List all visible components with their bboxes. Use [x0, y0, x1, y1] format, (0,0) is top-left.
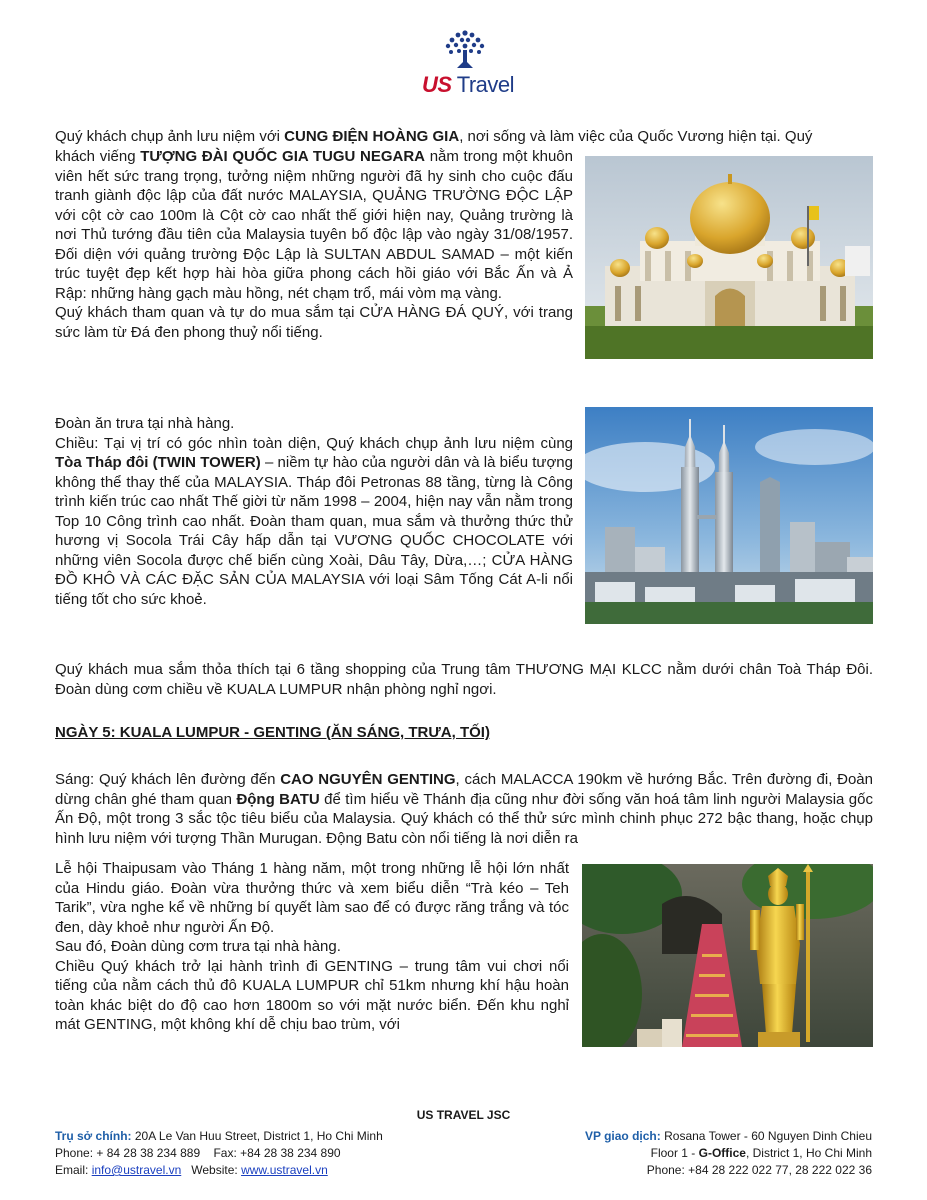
day5-p1-mid: , cách MALACCA 190km về hướng Bắc. Trên đường đi, Đoàn dừng chân ghé tham quan — [55, 771, 873, 808]
email-label: Email: — [55, 1163, 92, 1177]
genting-return-text: Chiều Quý khách trở lại hành trình đi GENTING – trung tâm vui chơi nổi tiếng của nằm cách thủ đô KUALA LUMPUR chỉ 51km nhưng khí hậu hoàn toàn khác biệt do độ cao hơn 1800m so với mặt nước biển. Đến khu nghỉ mát GENTING, một không khí dễ chịu bao trùm, với — [55, 957, 569, 1033]
footer-phone-fax: Phone: + 84 28 38 234 889 Fax: +84 28 38 234 890 — [55, 1146, 341, 1160]
thaipusam-paragraph — [55, 859, 569, 1035]
klcc-paragraph — [55, 660, 873, 699]
website-link[interactable]: www.ustravel.vn — [241, 1163, 328, 1177]
floor-pre: Floor 1 - — [650, 1146, 699, 1160]
footer-contact — [55, 1162, 328, 1178]
logo-wordmark — [413, 72, 523, 98]
lunch-text: Sau đó, Đoàn dùng cơm trưa tại nhà hàng. — [55, 938, 341, 955]
tree-icon — [440, 28, 490, 70]
klcc-text: Quý khách mua sắm thỏa thích tại 6 tầng shopping của Trung tâm THƯƠNG MẠI KLCC nằm dưới chân Toà Tháp Đôi. Đoàn dùng cơm chiều về KUALA LUMPUR nhận phòng nghỉ ngơi. — [55, 661, 873, 698]
p2-post: – niềm tự hào của người dân và là biểu tượng không thể thay thế của MALAYSIA. Tháp đôi Petronas 88 tầng, từng là Công trình kiến trúc cao nhất Thế giời từ năm 1998 – 2004, hiện nay vẫn nằm trong Top 10 Công trình cao nhất. Đoàn tham quan, mua sắm và thưởng thức thử hương vị Socola Trái Cây hấp dẫn tại VƯƠNG QUỐC CHOCOLATE với những viên Socola được chế biến cùng Xoài, Dâu Tây, Dừa,…; CỬA HÀNG ĐỒ KHÔ VÀ CÁC ĐẶC SẢN CỦA MALAYSIA với loại Sâm Tống Cát A-li nổi tiếng tốt cho sức khoẻ. — [55, 454, 573, 608]
g-office: G-Office — [698, 1146, 746, 1160]
twin-tower-paragraph — [55, 414, 573, 609]
office-address: Rosana Tower - 60 Nguyen Dinh Chieu — [660, 1129, 872, 1143]
royal-palace-photo — [585, 156, 873, 359]
thaipusam-text: Lễ hội Thaipusam vào Tháng 1 hàng năm, một trong những lễ hội lớn nhất của Hindu giáo. Đoàn vừa thưởng thức và xem biểu diễn “Trà kéo – Teh Tarik”, vừa nghe kể về những bí quyết làm sao để có được răng trắng và tóc đen, dày khoẻ như người Ấn Độ. — [55, 860, 569, 936]
twin-tower: Tòa Tháp đôi (TWIN TOWER) — [55, 454, 261, 471]
footer-office-floor — [651, 1145, 872, 1161]
intro-post: , nơi sống và làm việc của Quốc Vương hiện tại. Quý — [459, 128, 813, 145]
genting-highlands: CAO NGUYÊN GENTING — [280, 771, 456, 788]
batu-cave: Động BATU — [236, 790, 320, 808]
p1-pre: khách viếng — [55, 148, 141, 165]
intro-line — [55, 127, 873, 147]
footer-office — [585, 1128, 872, 1144]
batu-cave-photo — [582, 864, 873, 1047]
floor-post: , District 1, Ho Chi Minh — [745, 1146, 872, 1160]
footer-office-phone: Phone: +84 28 222 022 77, 28 222 022 36 — [646, 1163, 872, 1177]
hq-address: 20A Le Van Huu Street, District 1, Ho Chi Minh — [131, 1129, 383, 1143]
day5-p1-pre: Sáng: Quý khách lên đường đến — [55, 771, 281, 788]
day5-p1-post: để tìm hiểu về Thánh địa cũng như đời sống văn hoá tâm linh người Malaysia gốc Ấn Độ, một trong 3 sắc tộc tiêu biểu của Malaysia. Quý khách có thể thử sức mình chinh phục 272 bậc thang, hoặc chụp hình lưu niệm với tượng Thần Murugan. Động Batu còn nổi tiếng là nơi diễn ra — [55, 790, 873, 847]
royal-palace: CUNG ĐIỆN HOÀNG GIA — [284, 128, 460, 145]
genting-paragraph — [55, 770, 873, 848]
p2-pre: Chiều: Tại vị trí có góc nhìn toàn diện, Quý khách chụp ảnh lưu niệm cùng — [55, 434, 573, 452]
p1-post: nằm trong một khuôn viên hết sức trang trọng, tưởng niệm những người đã hy sinh cho cuộc đấu tranh giành độc lập của đất nước MALAYSIA, QUẢNG TRƯỜNG ĐỘC LẬP với cột cờ cao 100m là Cột cờ cao nhất thế giới hiện nay, Quảng trường là nơi Thủ tướng đầu tiên của Malaysia tuyên bố độc lập vào ngày 31/08/1957. Đối diện với quảng trường Độc Lập là SULTAN ABDUL SAMAD – một kiến trúc tuyệt đẹp kết hợp hài hòa giữa phong cách hồi giáo với Bắc Ấn và Ả Rập: những hàng gạch màu hồng, nét chạm trổ, mái vòm mạ vàng. — [55, 148, 573, 302]
email-link[interactable]: info@ustravel.vn — [91, 1163, 182, 1177]
website-label: Website: — [181, 1163, 242, 1177]
logo-us: US — [421, 72, 452, 97]
twin-tower-photo — [585, 407, 873, 624]
office-label: VP giao dịch: — [584, 1129, 661, 1143]
gem-store-paragraph: Quý khách tham quan và tự do mua sắm tại CỬA HÀNG ĐÁ QUÝ, với trang sức làm từ Đá đen phong thuỷ nổi tiếng. — [55, 304, 573, 341]
hq-label: Trụ sở chính: — [55, 1129, 132, 1143]
tugu-negara-paragraph — [55, 147, 573, 342]
logo-travel: Travel — [456, 72, 515, 97]
lunch-line: Đoàn ăn trưa tại nhà hàng. — [55, 415, 235, 432]
tugu-negara: TƯỢNG ĐÀI QUỐC GIA TUGU NEGARA — [140, 148, 426, 165]
us-travel-logo — [405, 28, 525, 100]
day5-heading: NGÀY 5: KUALA LUMPUR - GENTING (ĂN SÁNG, TRƯA, TỐI) — [55, 724, 490, 741]
footer-hq — [55, 1128, 383, 1144]
footer-company: US TRAVEL JSC — [416, 1108, 511, 1122]
intro-pre: Quý khách chụp ảnh lưu niệm với — [55, 128, 285, 145]
